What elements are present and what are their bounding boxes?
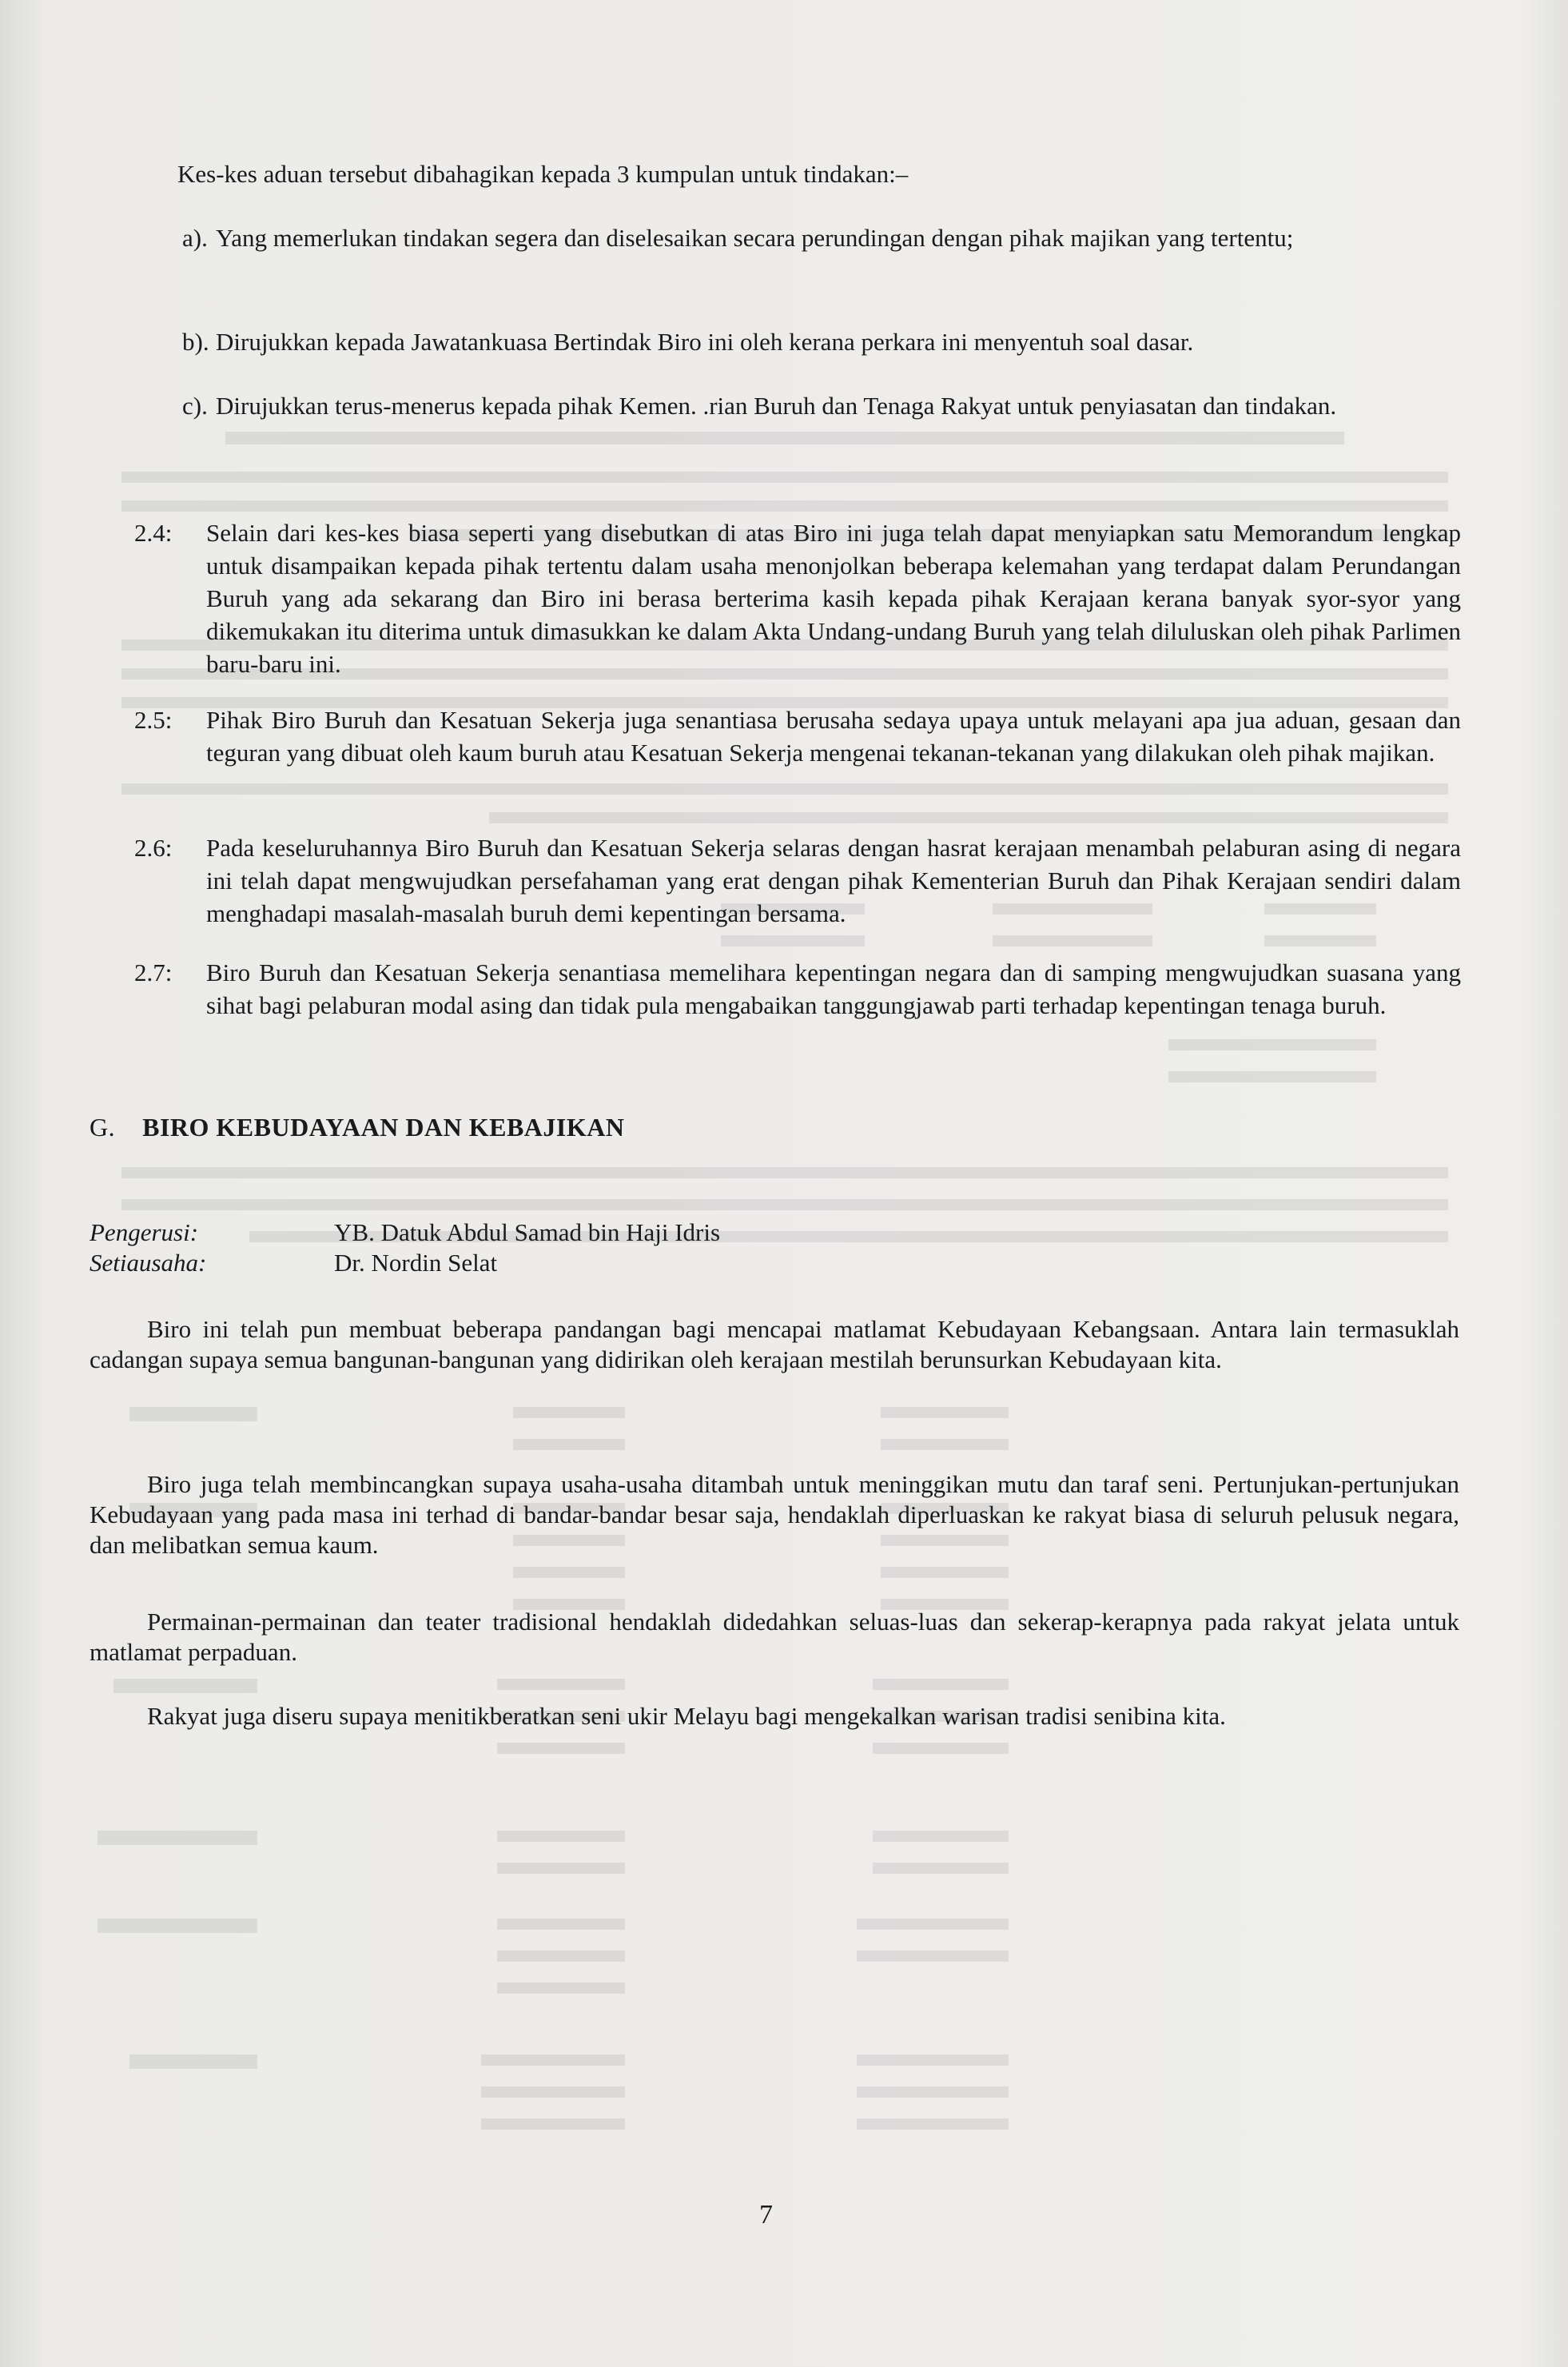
sub-item-marker: b). — [182, 328, 209, 356]
paragraph-number: 2.4: — [134, 519, 173, 547]
officer-role: Setiausaha: — [90, 1249, 207, 1277]
officer-name: YB. Datuk Abdul Samad bin Haji Idris — [334, 1218, 721, 1246]
body-paragraph: Rakyat juga diseru supaya menitikberatkan seni ukir Melayu bagi mengekalkan warisan tradisi senibina kita. — [147, 1702, 1226, 1730]
sub-item-b — [182, 326, 1463, 358]
sub-item-marker: c). — [182, 392, 208, 420]
sub-item-text: Dirujukkan terus-menerus kepada pihak Kemen. .rian Buruh dan Tenaga Rakyat untuk penyiasatan dan tindakan. — [216, 392, 1337, 420]
sub-item-text: Yang memerlukan tindakan segera dan diselesaikan secara perundingan dengan pihak majikan yang tertentu; — [216, 224, 1294, 252]
paragraph-2-7: Biro Buruh dan Kesatuan Sekerja senantiasa memelihara kepentingan negara dan di samping mengwujudkan suasana yang sihat bagi pelaburan modal asing dan tidak pula mengabaikan tanggungjawab parti terhadap kepentingan tenaga buruh. — [206, 958, 1461, 1019]
body-paragraph: Permainan-permainan dan teater tradisional hendaklah didedahkan seluas-luas dan sekerap-kerapnya pada rakyat jelata untuk matlamat perpaduan. — [90, 1608, 1459, 1666]
sub-item-c — [182, 390, 1463, 422]
section-letter: G. — [90, 1113, 116, 1142]
body-paragraph: Biro juga telah membincangkan supaya usaha-usaha ditambah untuk meninggikan mutu dan taraf seni. Pertunjukan-pertunjukan Kebudayaan yang pada masa ini terhad di bandar-bandar besar saja, hendaklah diperluaskan ke rakyat biasa di seluruh pelusuk negara, dan melibatkan semua kaum. — [90, 1470, 1459, 1559]
officer-row — [90, 1247, 1049, 1279]
section-heading — [90, 1113, 624, 1142]
sub-item-marker: a). — [182, 224, 208, 252]
section-title: BIRO KEBUDAYAAN DAN KEBAJIKAN — [142, 1113, 625, 1142]
paragraph-number: 2.6: — [134, 834, 173, 862]
intro-text: Kes-kes aduan tersebut dibahagikan kepada 3 kumpulan untuk tindakan:– — [177, 160, 909, 188]
paragraph-2-6: Pada keseluruhannya Biro Buruh dan Kesatuan Sekerja selaras dengan hasrat kerajaan menambah pelaburan asing di negara ini telah dapat mengwujudkan persefahaman yang erat dengan pihak Kementerian Buruh dan Pihak Kerajaan sendiri dalam menghadapi masalah-masalah buruh demi kepentingan bersama. — [206, 834, 1461, 927]
officer-name: Dr. Nordin Selat — [334, 1249, 498, 1277]
paragraph-number: 2.5: — [134, 706, 173, 734]
sub-item-a — [182, 222, 1463, 254]
officer-row — [90, 1217, 1049, 1249]
officer-role: Pengerusi: — [90, 1218, 199, 1246]
paragraph-2-4: Selain dari kes-kes biasa seperti yang disebutkan di atas Biro ini juga telah dapat menyiapkan satu Memorandum lengkap untuk disampaikan kepada pihak tertentu dalam usaha menonjolkan beberapa kelemahan yang terdapat dalam Perundangan Buruh yang ada sekarang dan Biro ini berasa berterima kasih kepada pihak Kerajaan kerana banyak syor-syor yang dikemukakan itu diterima untuk dimasukkan ke dalam Akta Undang-undang Buruh yang telah diluluskan oleh pihak Parlimen baru-baru ini. — [206, 519, 1461, 678]
paragraph-number: 2.7: — [134, 958, 173, 986]
paragraph-2-5: Pihak Biro Buruh dan Kesatuan Sekerja juga senantiasa berusaha sedaya upaya untuk melayani apa jua aduan, gesaan dan teguran yang dibuat oleh kaum buruh atau Kesatuan Sekerja mengenai tekanan-tekanan yang dilakukan oleh pihak majikan. — [206, 706, 1461, 767]
sub-item-text: Dirujukkan kepada Jawatankuasa Bertindak Biro ini oleh kerana perkara ini menyentuh soal dasar. — [216, 328, 1194, 356]
page-number: 7 — [759, 2200, 773, 2230]
body-paragraph: Biro ini telah pun membuat beberapa pandangan bagi mencapai matlamat Kebudayaan Kebangsaan. Antara lain termasuklah cadangan supaya semua bangunan-bangunan yang didirikan oleh kerajaan mestilah berunsurkan Kebudayaan kita. — [90, 1315, 1459, 1373]
